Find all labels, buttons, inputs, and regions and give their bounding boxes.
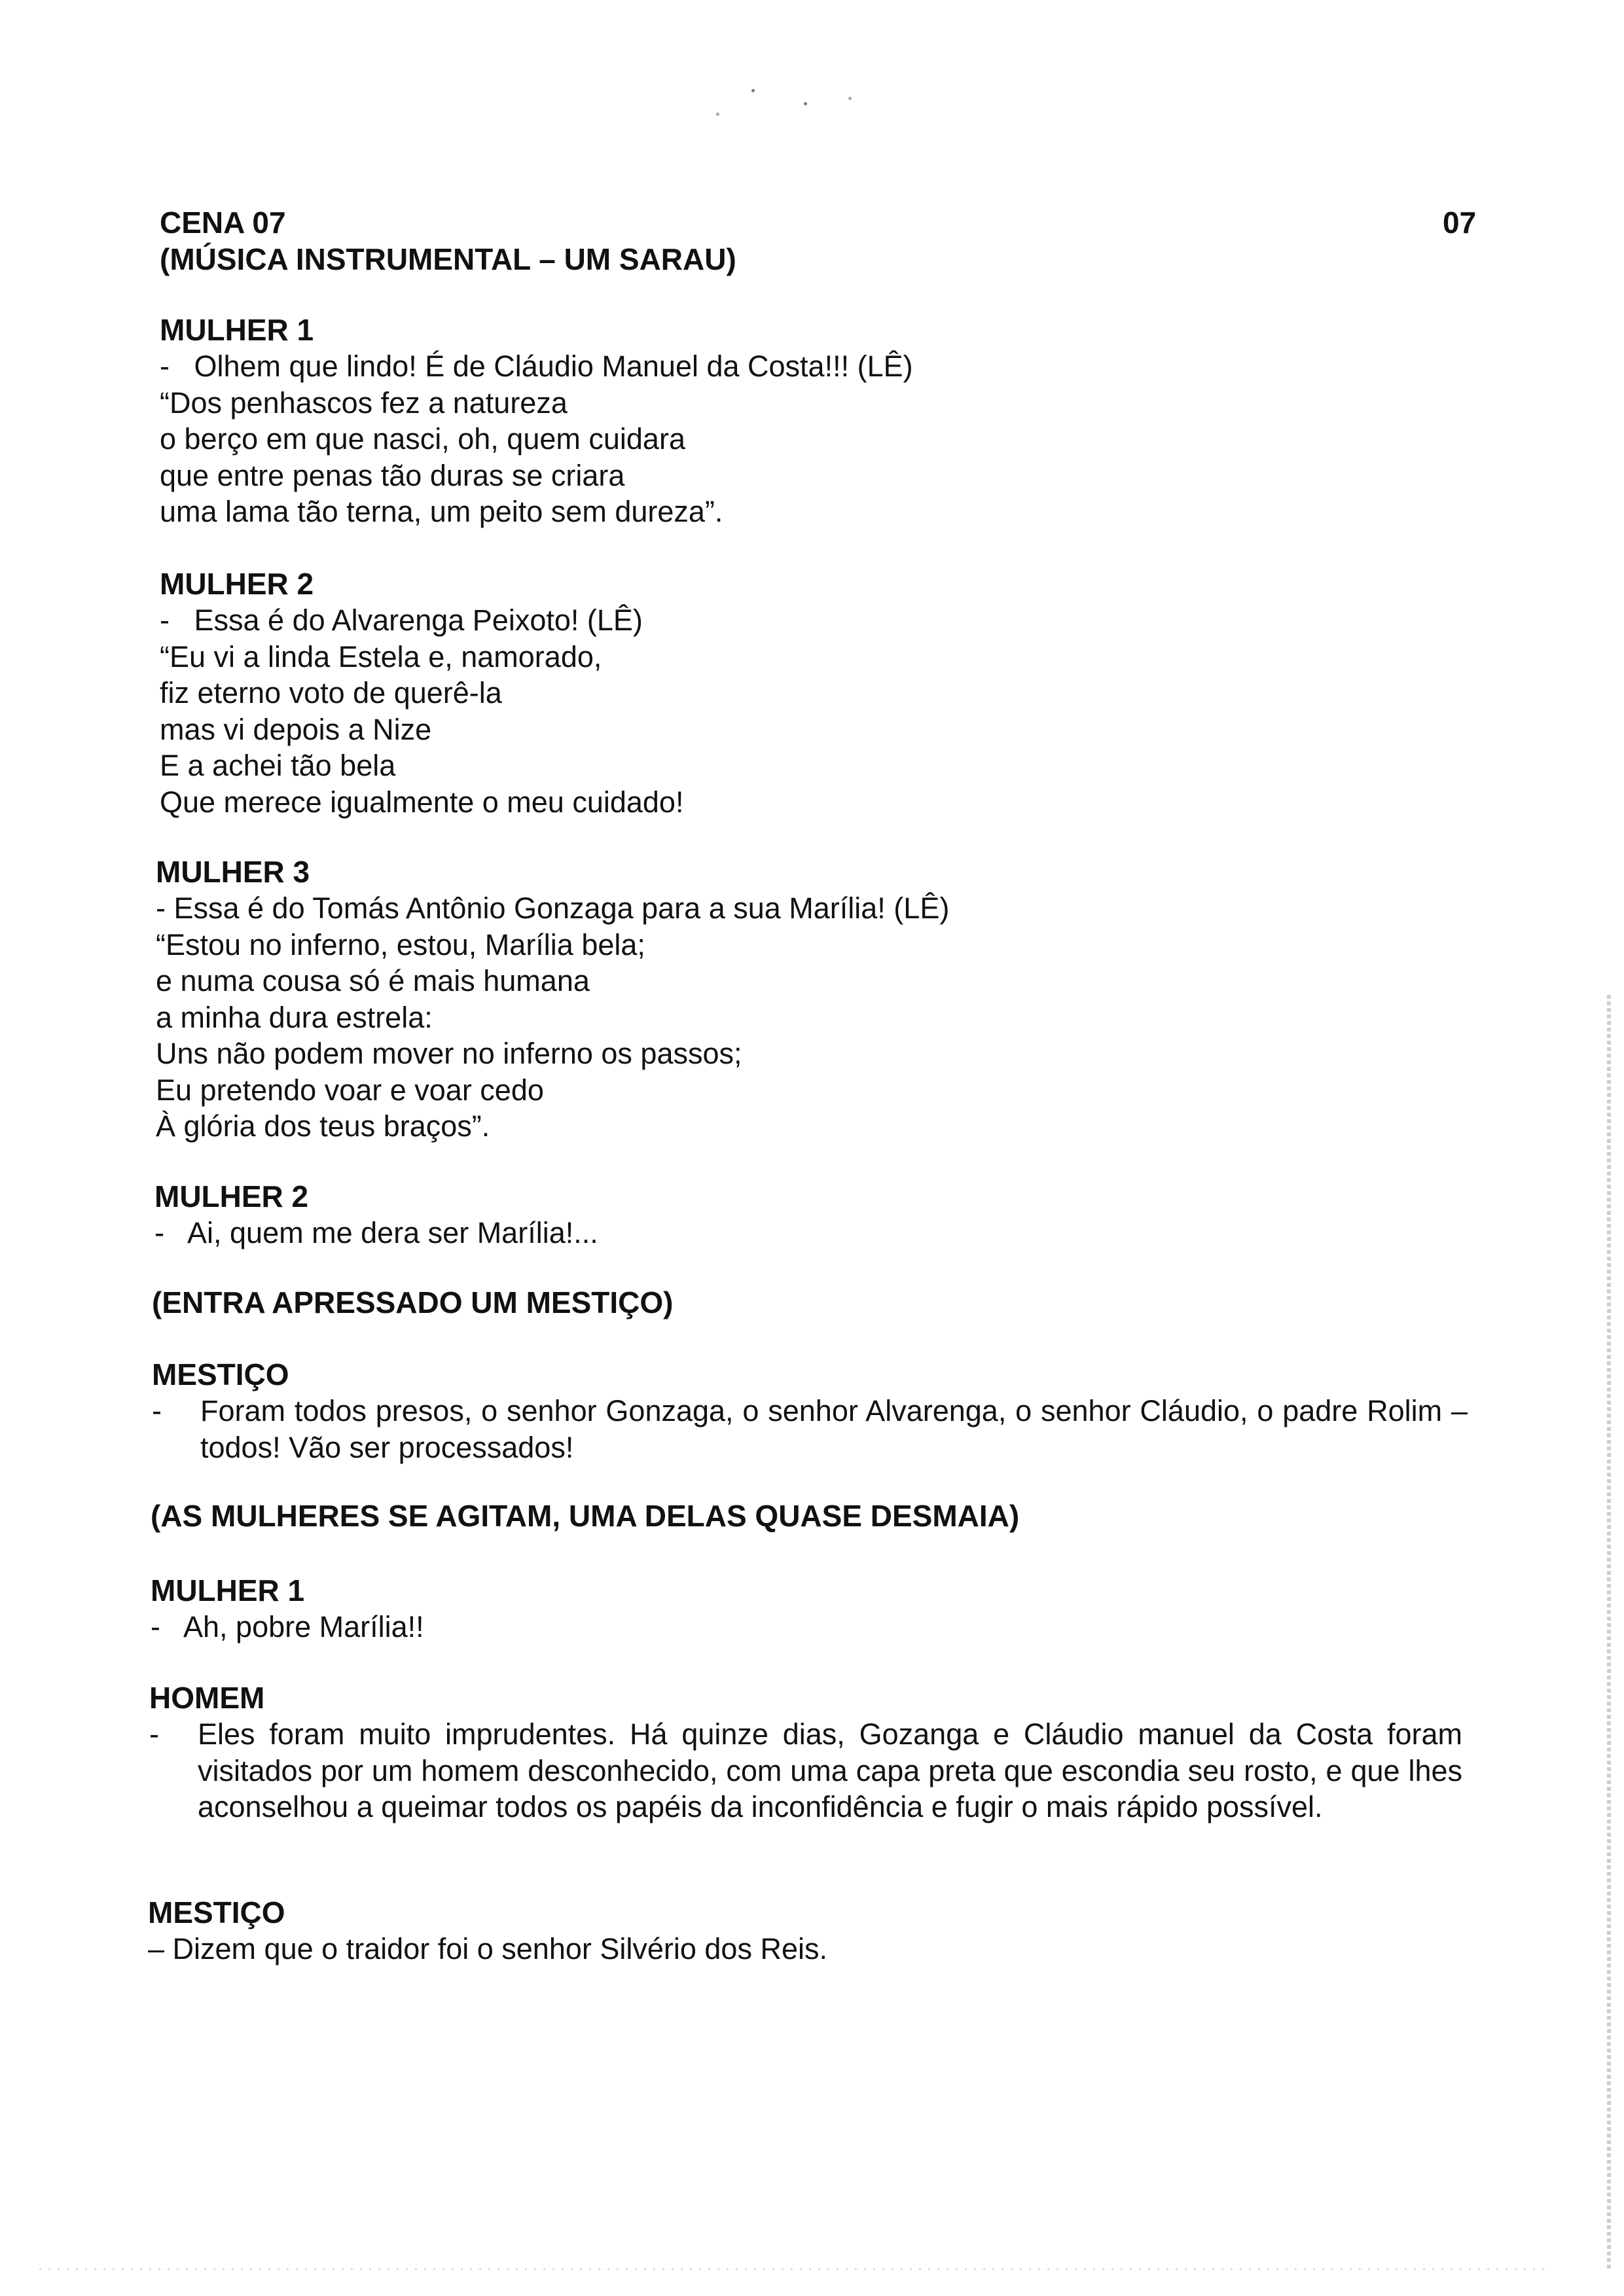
speaker-name: MESTIÇO (148, 1895, 285, 1929)
dialogue-mulher2-b (154, 1178, 1470, 1251)
scan-mark (716, 113, 719, 116)
verse-line: Que merece igualmente o meu cuidado! (160, 785, 684, 819)
speaker-name: HOMEM (149, 1681, 265, 1715)
dialogue-dash: - (149, 1717, 159, 1751)
scan-edge-line (1607, 995, 1611, 2271)
dialogue-mestico-a (152, 1356, 1468, 1465)
verse-line: e numa cousa só é mais humana (156, 964, 590, 997)
verse-line: mas vi depois a Nize (160, 712, 432, 746)
dialogue-mulher1-b (151, 1572, 1466, 1645)
dialogue-line: - Essa é do Alvarenga Peixoto! (LÊ) (160, 603, 643, 637)
speaker-name: MESTIÇO (152, 1357, 289, 1391)
scan-bottom-line (39, 2269, 1545, 2270)
scan-mark (751, 89, 755, 92)
stage-direction: (ENTRA APRESSADO UM MESTIÇO) (152, 1285, 674, 1319)
scene-header (160, 204, 736, 278)
dialogue-mulher1-a (160, 312, 1475, 530)
verse-line: Eu pretendo voar e voar cedo (156, 1073, 544, 1107)
dialogue-line: - Ai, quem me dera ser Marília!... (154, 1216, 598, 1249)
page-number: 07 (1443, 206, 1477, 240)
dialogue-paragraph (152, 1393, 1468, 1465)
stage-direction: (AS MULHERES SE AGITAM, UMA DELAS QUASE DESMAIA) (151, 1499, 1020, 1533)
verse-line: “Estou no inferno, estou, Marília bela; (156, 927, 645, 961)
dialogue-line: – Dizem que o traidor foi o senhor Silvério dos Reis. (148, 1932, 827, 1965)
verse-line: E a achei tão bela (160, 749, 396, 782)
verse-line: que entre penas tão duras se criara (160, 458, 625, 492)
speaker-name: MULHER 3 (156, 855, 310, 889)
verse-line: uma lama tão terna, um peito sem dureza”. (160, 495, 723, 528)
dialogue-line: - Ah, pobre Marília!! (151, 1610, 424, 1643)
speaker-name: MULHER 2 (160, 567, 314, 601)
dialogue-line: - Essa é do Tomás Antônio Gonzaga para a sua Marília! (LÊ) (156, 891, 950, 925)
dialogue-mulher3 (156, 853, 1471, 1145)
dialogue-dash: - (152, 1394, 162, 1427)
dialogue-text: Eles foram muito imprudentes. Há quinze dias, Gozanga e Cláudio manuel da Costa foram visitados por um homem desconhecido, com uma capa preta que escondia seu rosto, e que lhes aconselhou a queimar todos os papéis da inconfidência e fugir o mais rápido possível. (198, 1717, 1462, 1823)
verse-line: “Eu vi a linda Estela e, namorado, (160, 639, 602, 673)
dialogue-paragraph (149, 1716, 1462, 1825)
speaker-name: MULHER 2 (154, 1179, 309, 1213)
dialogue-mulher2-a (160, 565, 1475, 820)
dialogue-line: - Olhem que lindo! É de Cláudio Manuel da Costa!!! (LÊ) (160, 350, 913, 383)
scene-subtitle: (MÚSICA INSTRUMENTAL – UM SARAU) (160, 242, 736, 276)
speaker-name: MULHER 1 (151, 1573, 305, 1607)
verse-line: Uns não podem mover no inferno os passos; (156, 1037, 742, 1070)
verse-line: “Dos penhascos fez a natureza (160, 386, 568, 420)
verse-line: fiz eterno voto de querê-la (160, 676, 502, 709)
verse-line: o berço em que nasci, oh, quem cuidara (160, 422, 685, 456)
dialogue-text: Foram todos presos, o senhor Gonzaga, o senhor Alvarenga, o senhor Cláudio, o padre Rolim – todos! Vão ser processados! (200, 1394, 1468, 1464)
scan-mark (848, 97, 852, 100)
dialogue-homem (149, 1679, 1462, 1825)
speaker-name: MULHER 1 (160, 313, 314, 347)
verse-line: a minha dura estrela: (156, 1000, 433, 1034)
verse-line: À glória dos teus braços”. (156, 1109, 490, 1143)
scan-mark (804, 102, 807, 105)
scene-title: CENA 07 (160, 206, 286, 240)
dialogue-mestico-b (148, 1894, 1464, 1967)
